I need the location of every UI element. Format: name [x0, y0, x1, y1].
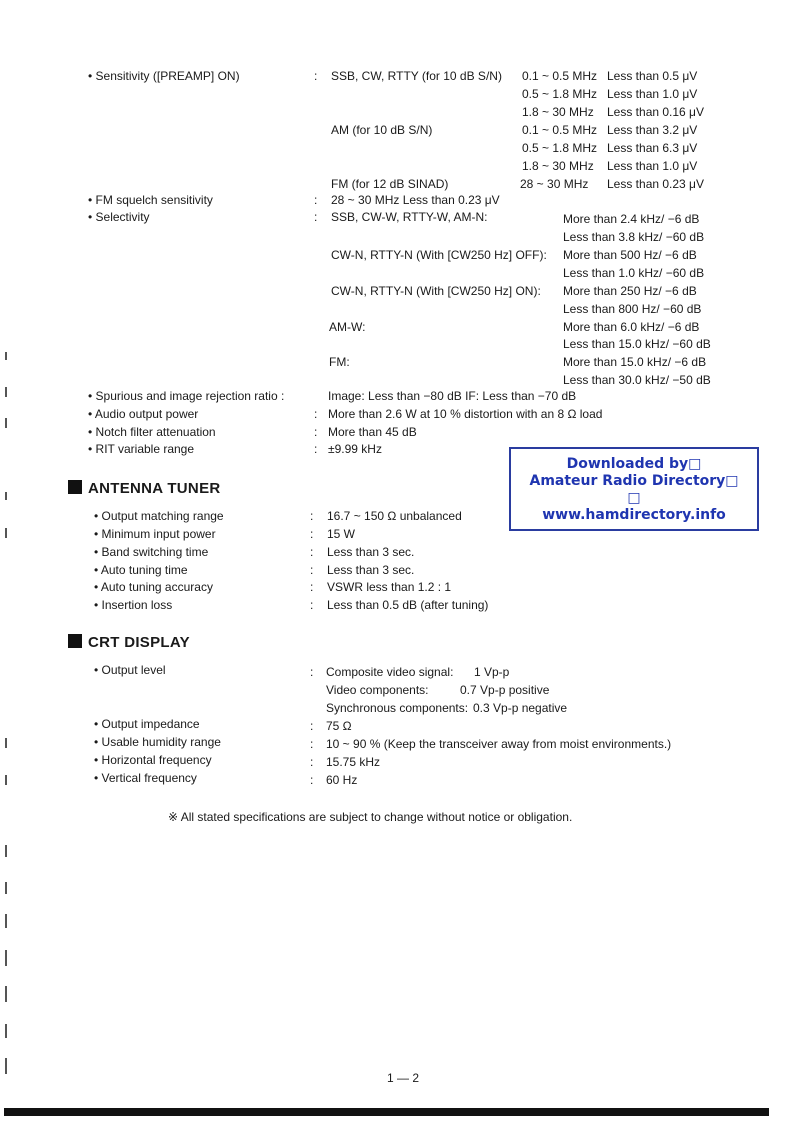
- tuner-item-label: • Band switching time: [94, 545, 209, 559]
- sensitivity-band: 0.5 ~ 1.8 MHz: [522, 87, 598, 101]
- tuner-item-value: VSWR less than 1.2 : 1: [327, 580, 452, 594]
- selectivity-mode: AM-W:: [329, 320, 366, 334]
- crt-item-value: 60 Hz: [326, 773, 358, 787]
- sensitivity-band: 0.5 ~ 1.8 MHz: [522, 141, 598, 155]
- crt-item-label: • Horizontal frequency: [94, 753, 212, 767]
- fm-squelch-label: • FM squelch sensitivity: [88, 193, 213, 207]
- margin-mark: [5, 950, 7, 966]
- output-level-name: Composite video signal:: [326, 665, 454, 679]
- selectivity-colon: :: [314, 210, 318, 224]
- selectivity-mode: SSB, CW-W, RTTY-W, AM-N:: [331, 210, 488, 224]
- tuner-item-value: 15 W: [327, 527, 356, 541]
- tuner-item-label: • Output matching range: [94, 509, 224, 523]
- tuner-item-colon: :: [310, 545, 314, 559]
- tuner-item-colon: :: [310, 527, 314, 541]
- margin-mark: [5, 387, 7, 397]
- sensitivity-label: • Sensitivity ([PREAMP] ON): [88, 69, 240, 83]
- heading-square-icon: [68, 480, 82, 494]
- selectivity-value: Less than 30.0 kHz/ −50 dB: [563, 373, 711, 387]
- tuner-item-value: Less than 0.5 dB (after tuning): [327, 598, 489, 612]
- selectivity-value: More than 500 Hz/ −6 dB: [563, 248, 697, 262]
- margin-mark: [5, 914, 7, 928]
- notch-colon: :: [314, 425, 318, 439]
- sensitivity-value: Less than 0.16 μV: [607, 105, 704, 119]
- sensitivity-value: Less than 6.3 μV: [607, 141, 698, 155]
- tuner-item-label: • Minimum input power: [94, 527, 216, 541]
- margin-mark: [5, 492, 7, 500]
- crt-item-label: • Usable humidity range: [94, 735, 221, 749]
- tuner-item-value: Less than 3 sec.: [327, 563, 415, 577]
- rit-label: • RIT variable range: [88, 442, 195, 456]
- margin-mark: [5, 845, 7, 857]
- sensitivity-value: Less than 0.23 μV: [607, 177, 704, 191]
- selectivity-label: • Selectivity: [88, 210, 150, 224]
- margin-mark: [5, 775, 7, 785]
- output-level-label: • Output level: [94, 663, 166, 677]
- output-level-name: Synchronous components:: [326, 701, 469, 715]
- watermark-url: www.hamdirectory.info: [542, 507, 726, 523]
- sensitivity-mode: SSB, CW, RTTY (for 10 dB S/N): [331, 69, 502, 83]
- sensitivity-mode: AM (for 10 dB S/N): [331, 123, 433, 137]
- selectivity-value: Less than 3.8 kHz/ −60 dB: [563, 230, 705, 244]
- tuner-item-colon: :: [310, 509, 314, 523]
- margin-mark: [5, 1024, 7, 1038]
- heading-square-icon: [68, 634, 82, 648]
- footnote: ※ All stated specifications are subject to change without notice or obligation.: [168, 810, 573, 824]
- crt-item-label: • Vertical frequency: [94, 771, 197, 785]
- tuner-item-colon: :: [310, 563, 314, 577]
- sensitivity-band: 0.1 ~ 0.5 MHz: [522, 69, 598, 83]
- audio-output-value: More than 2.6 W at 10 % distortion with an 8 Ω load: [328, 407, 603, 421]
- tuner-item-value: Less than 3 sec.: [327, 545, 415, 559]
- watermark-line: Amateur Radio Directory□: [529, 473, 739, 489]
- selectivity-value: More than 6.0 kHz/ −6 dB: [563, 320, 700, 334]
- antenna-tuner-title: ANTENNA TUNER: [88, 480, 221, 497]
- sensitivity-band: 0.1 ~ 0.5 MHz: [522, 123, 598, 137]
- audio-output-colon: :: [314, 407, 318, 421]
- selectivity-mode: CW-N, RTTY-N (With [CW250 Hz] OFF):: [331, 248, 547, 262]
- output-level-name: Video components:: [326, 683, 429, 697]
- audio-output-label: • Audio output power: [88, 407, 199, 421]
- crt-item-colon: :: [310, 737, 314, 751]
- margin-mark: [5, 738, 7, 748]
- sensitivity-value: Less than 3.2 μV: [607, 123, 698, 137]
- page-number: 1 — 2: [387, 1071, 420, 1085]
- sensitivity-band: 1.8 ~ 30 MHz: [522, 159, 594, 173]
- fm-squelch-colon: :: [314, 193, 318, 207]
- crt-item-value: 15.75 kHz: [326, 755, 381, 769]
- tuner-item-label: • Auto tuning accuracy: [94, 580, 213, 594]
- output-level-value: 1 Vp-p: [474, 665, 510, 679]
- sensitivity-colon: :: [314, 69, 318, 83]
- margin-mark: [5, 1058, 7, 1074]
- sensitivity-band: 28 ~ 30 MHz: [520, 177, 589, 191]
- crt-display-heading: [68, 634, 190, 652]
- notch-value: More than 45 dB: [328, 425, 417, 439]
- selectivity-mode: CW-N, RTTY-N (With [CW250 Hz] ON):: [331, 284, 541, 298]
- tuner-item-label: • Auto tuning time: [94, 563, 188, 577]
- margin-mark: [5, 352, 7, 360]
- crt-item-colon: :: [310, 719, 314, 733]
- bottom-scan-bar: [4, 1108, 769, 1116]
- selectivity-mode: FM:: [329, 355, 350, 369]
- fm-squelch-value: 28 ~ 30 MHz Less than 0.23 μV: [331, 193, 500, 207]
- crt-display-title: CRT DISPLAY: [88, 634, 190, 651]
- rit-colon: :: [314, 442, 318, 456]
- watermark-line: □: [627, 490, 641, 506]
- sensitivity-mode: FM (for 12 dB SINAD): [331, 177, 449, 191]
- output-level-value: 0.7 Vp-p positive: [460, 683, 550, 697]
- selectivity-value: More than 15.0 kHz/ −6 dB: [563, 355, 707, 369]
- sensitivity-value: Less than 0.5 μV: [607, 69, 698, 83]
- rit-value: ±9.99 kHz: [328, 442, 382, 456]
- crt-item-colon: :: [310, 755, 314, 769]
- crt-item-value: 75 Ω: [326, 719, 352, 733]
- spurious-label: • Spurious and image rejection ratio :: [88, 389, 285, 403]
- crt-item-value: 10 ~ 90 % (Keep the transceiver away from moist environments.): [326, 737, 672, 751]
- output-level-value: 0.3 Vp-p negative: [473, 701, 568, 715]
- crt-item-label: • Output impedance: [94, 717, 200, 731]
- crt-item-colon: :: [310, 773, 314, 787]
- notch-label: • Notch filter attenuation: [88, 425, 216, 439]
- output-level-colon: :: [310, 665, 314, 679]
- margin-mark: [5, 882, 7, 894]
- sensitivity-band: 1.8 ~ 30 MHz: [522, 105, 594, 119]
- selectivity-value: Less than 15.0 kHz/ −60 dB: [563, 337, 711, 351]
- tuner-item-value: 16.7 ~ 150 Ω unbalanced: [327, 509, 462, 523]
- margin-mark: [5, 418, 7, 428]
- selectivity-value: More than 2.4 kHz/ −6 dB: [563, 212, 700, 226]
- selectivity-value: Less than 1.0 kHz/ −60 dB: [563, 266, 705, 280]
- watermark-box: [509, 447, 759, 531]
- antenna-tuner-heading: [68, 480, 221, 498]
- tuner-item-colon: :: [310, 580, 314, 594]
- watermark-line: Downloaded by□: [566, 456, 702, 472]
- tuner-item-colon: :: [310, 598, 314, 612]
- selectivity-value: More than 250 Hz/ −6 dB: [563, 284, 697, 298]
- margin-mark: [5, 986, 7, 1002]
- sensitivity-value: Less than 1.0 μV: [607, 159, 698, 173]
- tuner-item-label: • Insertion loss: [94, 598, 173, 612]
- sensitivity-value: Less than 1.0 μV: [607, 87, 698, 101]
- selectivity-value: Less than 800 Hz/ −60 dB: [563, 302, 702, 316]
- margin-mark: [5, 528, 7, 538]
- spurious-value: Image: Less than −80 dB IF: Less than −70 dB: [328, 389, 577, 403]
